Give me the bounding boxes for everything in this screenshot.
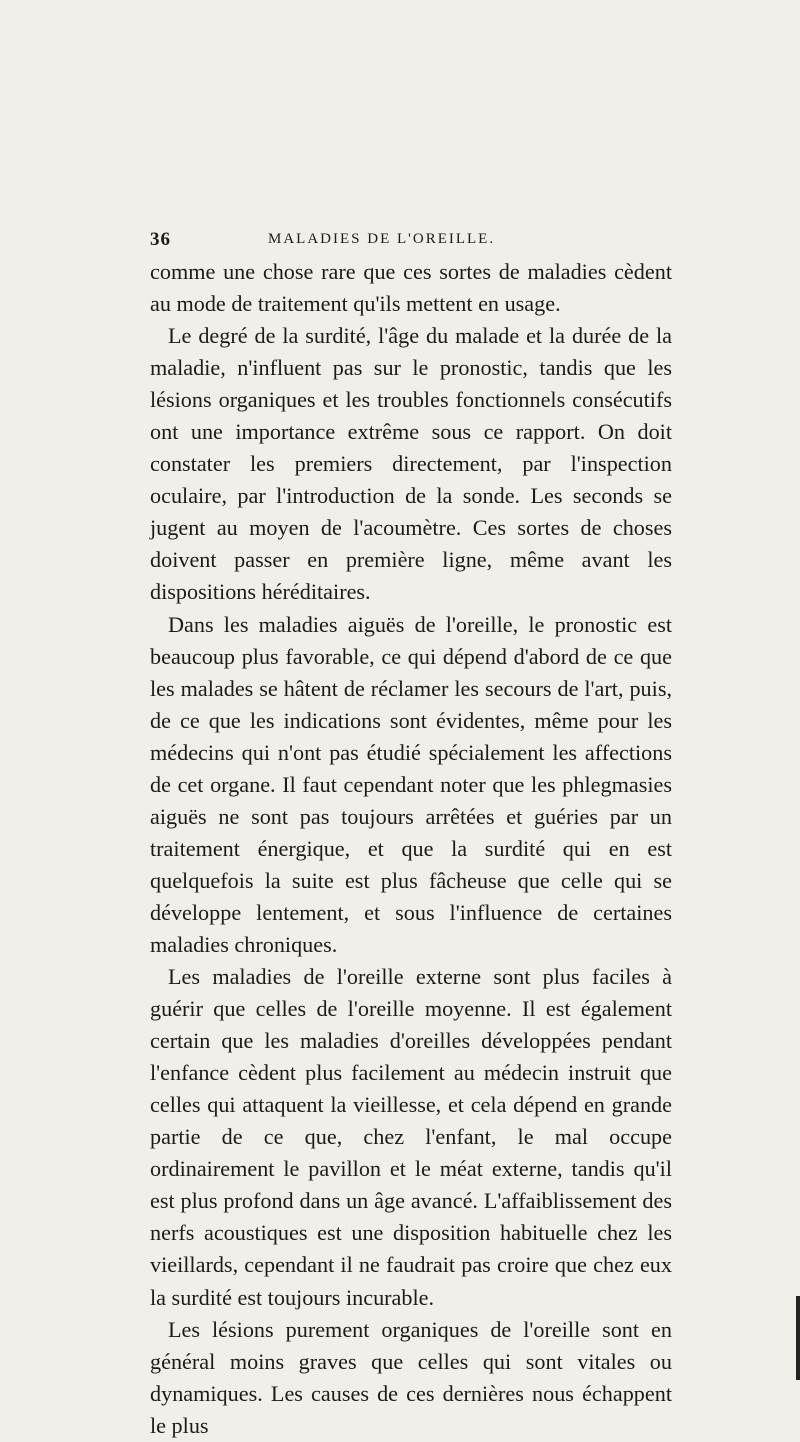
paragraph-oreille-externe: Les maladies de l'oreille externe sont plus faciles à guérir que celles de l'oreille moyenne. Il est également certain que les maladies d'oreilles développées pendant l'enfance cèdent plus facilement au médecin instruit que celles qui attaquent la vieillesse, et cela dépend en grande partie de ce que, chez l'enfant, le mal occupe ordinairement le pavillon et le méat externe, tandis qu'il est plus profond dans un âge avancé. L'affaiblissement des nerfs acoustiques est une disposition habituelle chez les vieillards, cependant il ne faudrait pas croire que chez eux la surdité est toujours incurable. [150,964,672,1310]
paragraph-pronostic: Le degré de la surdité, l'âge du malade et la durée de la maladie, n'influent pas sur le pronostic, tandis que les lésions organiques et les troubles fonctionnels consécutifs ont une importance extrême sous ce rapport. On doit constater les premiers directement, par l'inspection oculaire, par l'introduction de la sonde. Les seconds se jugent au moyen de l'acoumètre. Ces sortes de choses doivent passer en première ligne, même avant les dispositions héréditaires. [150,323,672,605]
body-text [150,256,672,1442]
page-number: 36 [150,229,171,250]
page-edge-shadow [796,1296,800,1380]
running-title: MALADIES DE L'OREILLE. [268,231,496,247]
paragraph-maladies-aigues: Dans les maladies aiguës de l'oreille, le pronostic est beaucoup plus favorable, ce qui dépend d'abord de ce que les malades se hâtent de réclamer les secours de l'art, puis, de ce que les indications sont évidentes, même pour les médecins qui n'ont pas étudié spécialement les affections de cet organe. Il faut cependant noter que les phlegmasies aiguës ne sont pas toujours arrêtées et guéries par un traitement énergique, et que la surdité qui en est quelquefois la suite est plus fâcheuse que celle qui se développe lentement, et sous l'influence de certaines maladies chroniques. [150,611,672,957]
paragraph-lesions-organiques: Les lésions purement organiques de l'oreille sont en général moins graves que celles qui sont vitales ou dynamiques. Les causes de ces dernières nous échappent le plus [150,1316,672,1438]
page-header [150,229,670,253]
paragraph-continuation: comme une chose rare que ces sortes de maladies cèdent au mode de traitement qu'ils mettent en usage. [150,259,672,317]
